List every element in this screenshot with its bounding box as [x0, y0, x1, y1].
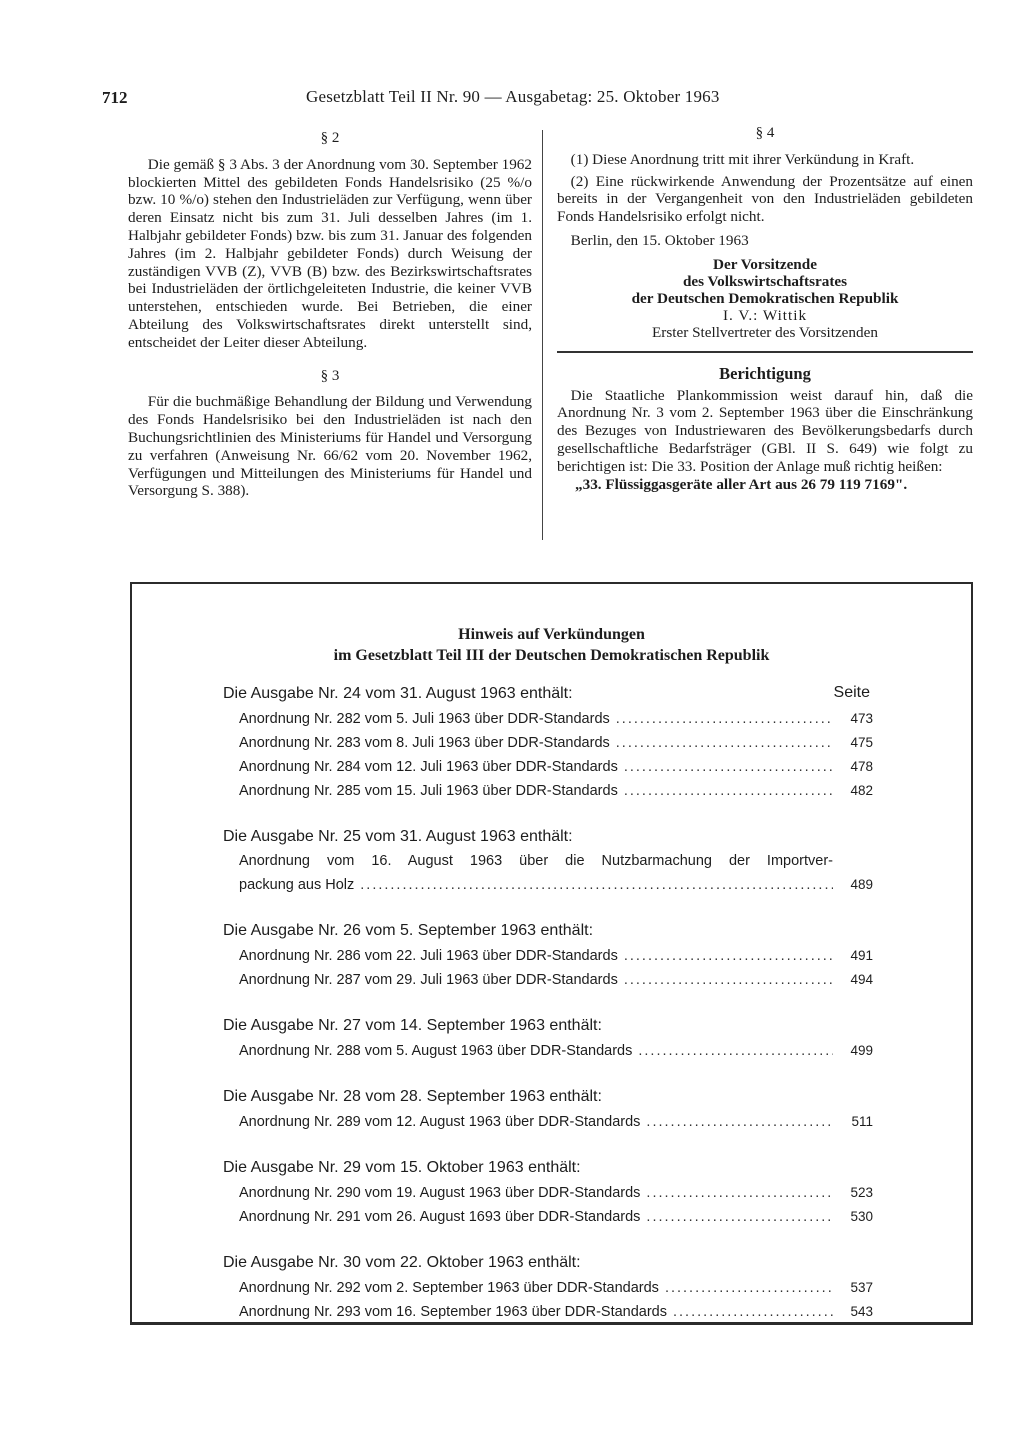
list-item-continuation [223, 873, 873, 897]
entry-text: Anordnung Nr. 285 vom 15. Juli 1963 über DDR-Standards [239, 783, 618, 799]
signature-line-2: des Volkswirtschaftsrates [682, 272, 848, 290]
issue-heading: Die Ausgabe Nr. 25 vom 31. August 1963 enthält: [223, 828, 573, 845]
issue-list [223, 684, 873, 1348]
list-item [223, 1181, 873, 1205]
box-title-2: im Gesetzblatt Teil III der Deutschen Demokratischen Republik [333, 647, 770, 664]
list-item [223, 1110, 873, 1134]
entry-text: Anordnung Nr. 290 vom 19. August 1963 über DDR-Standards [239, 1185, 641, 1201]
section-4-heading: § 4 [755, 125, 775, 141]
page-number: 712 [102, 88, 128, 107]
issue-heading: Die Ausgabe Nr. 28 vom 28. September 1963 enthält: [223, 1088, 602, 1105]
entry-text-line-1: Anordnung vom 16. August 1963 über die Nutzbarmachung der Importver- [239, 853, 833, 869]
list-item [223, 944, 873, 968]
entry-page: 530 [850, 1209, 873, 1224]
dot-leader [638, 1040, 833, 1063]
section-4-para-2: (2) Eine rückwirkende Anwendung der Prozentsätze auf einen bereits in der Vergangenheit von den Industrieläden gebildeten Fonds Handelsrisiko erfolgt nicht. [557, 172, 973, 226]
issue-heading: Die Ausgabe Nr. 26 vom 5. September 1963 enthält: [223, 922, 594, 939]
dot-leader [616, 732, 833, 755]
entry-text: Anordnung Nr. 287 vom 29. Juli 1963 über DDR-Standards [239, 972, 618, 988]
list-item [223, 1205, 873, 1229]
running-head: Gesetzblatt Teil II Nr. 90 — Ausgabetag: 25. Oktober 1963 [306, 87, 720, 106]
entry-page: 543 [850, 1304, 873, 1319]
entry-page: 491 [850, 948, 873, 963]
section-3-text: Für die buchmäßige Behandlung der Bildung und Verwendung des Fonds Handelsrisiko bei den Industrieläden ist nach den Buchungsrichtlinien des Ministeriums für Handel und Versorgung zu verfahren (Anweisung Nr. 66/62 vom 20. November 1962, Verfügungen und Mitteilungen des Ministeriums für Handel und Versorgung S. 388). [128, 393, 532, 500]
column-divider [542, 130, 543, 540]
issue-heading: Die Ausgabe Nr. 24 vom 31. August 1963 enthält: [223, 685, 573, 702]
entry-page: 499 [850, 1043, 873, 1058]
dot-leader [624, 756, 833, 779]
entry-page: 473 [850, 711, 873, 726]
signature-line-1: Der Vorsitzende [713, 255, 817, 273]
right-column [557, 125, 973, 493]
entry-text: Anordnung Nr. 283 vom 8. Juli 1963 über DDR-Standards [239, 735, 610, 751]
list-item [223, 707, 873, 731]
issue-24 [223, 684, 873, 803]
section-2-heading: § 2 [320, 130, 340, 146]
signature-line-3: der Deutschen Demokratischen Republik [631, 289, 899, 307]
box-title-1: Hinweis auf Verkündungen [458, 626, 645, 643]
issue-heading: Die Ausgabe Nr. 30 vom 22. Oktober 1963 enthält: [223, 1254, 581, 1271]
place-date: Berlin, den 15. Oktober 1963 [570, 231, 749, 249]
left-column [128, 130, 532, 500]
issue-30 [223, 1253, 873, 1324]
entry-page: 475 [850, 735, 873, 750]
issue-heading: Die Ausgabe Nr. 29 vom 15. Oktober 1963 enthält: [223, 1159, 581, 1176]
dot-leader [624, 780, 833, 803]
section-4-para-1: (1) Diese Anordnung tritt mit ihrer Verkündung in Kraft. [570, 150, 915, 168]
entry-page: 489 [850, 877, 873, 892]
correction-quote: „33. Flüssiggasgeräte aller Art aus 26 79 119 7169". [575, 475, 908, 493]
dot-leader [665, 1277, 833, 1300]
dot-leader [673, 1301, 833, 1324]
horizontal-rule [557, 351, 973, 353]
entry-page: 482 [850, 783, 873, 798]
list-item [223, 968, 873, 992]
entry-text: Anordnung Nr. 288 vom 5. August 1963 über DDR-Standards [239, 1043, 633, 1059]
list-item [223, 779, 873, 803]
dot-leader [646, 1182, 833, 1205]
list-item [223, 731, 873, 755]
dot-leader [616, 708, 833, 731]
seite-label: Seite [833, 684, 870, 701]
entry-text: Anordnung Nr. 286 vom 22. Juli 1963 über DDR-Standards [239, 948, 618, 964]
list-item [223, 1276, 873, 1300]
issue-29 [223, 1158, 873, 1229]
entry-page: 494 [850, 972, 873, 987]
correction-text: Die Staatliche Plankommission weist darauf hin, daß die Anordnung Nr. 3 vom 2. September 1963 über die Einschränkung des Bezuges von Industriewaren des Bevölkerungsbedarfs durch gesellschaftliche Bedarfsträger (GBl. II S. 649) wie folgt zu berichtigen ist: Die 33. Position der Anlage muß richtig heißen: [557, 386, 973, 475]
entry-text: Anordnung Nr. 293 vom 16. September 1963 über DDR-Standards [239, 1304, 667, 1320]
issue-27 [223, 1016, 873, 1063]
section-2-text: Die gemäß § 3 Abs. 3 der Anordnung vom 30. September 1962 blockierten Mittel des gebildeten Fonds Handelsrisiko (25 %/o bzw. 10 %/o) stehen den Industrieläden zur Verfügung, wenn über deren Einsatz nicht bis zum 31. Juli desselben Jahres (im 1. Halbjahr gebildeter Fonds) bzw. bis zum 31. Januar des folgenden Jahres (im 2. Halbjahr gebildeter Fonds) durch Weisung der zuständigen VVB (Z), VVB (B) bzw. des Bezirkswirtschaftsrates bei Industrieläden der örtlichgeleiteten Industrie, die keiner VVB unterstehen, entschieden wurde. Bei Betrieben, die einer Abteilung des Volkswirtschaftsrates direkt unterstellt sind, entscheidet der Leiter dieser Abteilung. [128, 155, 532, 351]
signature-line-4: I. V.: Wittik [722, 306, 808, 324]
issue-28 [223, 1087, 873, 1134]
list-item [223, 1039, 873, 1063]
signature-block [557, 256, 973, 341]
issue-heading: Die Ausgabe Nr. 27 vom 14. September 1963 enthält: [223, 1017, 602, 1034]
entry-page: 537 [850, 1280, 873, 1295]
issue-26 [223, 921, 873, 992]
entry-text: Anordnung Nr. 282 vom 5. Juli 1963 über DDR-Standards [239, 711, 610, 727]
entry-text: Anordnung Nr. 291 vom 26. August 1693 über DDR-Standards [239, 1209, 641, 1225]
issue-25 [223, 827, 873, 897]
section-3-heading: § 3 [320, 367, 340, 384]
dot-leader [624, 969, 833, 992]
dot-leader [624, 945, 833, 968]
entry-page: 478 [850, 759, 873, 774]
dot-leader [646, 1111, 833, 1134]
entry-text: Anordnung Nr. 289 vom 12. August 1963 über DDR-Standards [239, 1114, 641, 1130]
dot-leader [360, 874, 833, 897]
entry-page: 511 [851, 1114, 873, 1129]
entry-text: Anordnung Nr. 284 vom 12. Juli 1963 über DDR-Standards [239, 759, 618, 775]
dot-leader [646, 1206, 833, 1229]
list-item [223, 755, 873, 779]
signature-line-5: Erster Stellvertreter des Vorsitzenden [652, 323, 878, 341]
list-item [223, 1300, 873, 1324]
announcement-box [130, 582, 973, 1325]
entry-text: Anordnung Nr. 292 vom 2. September 1963 über DDR-Standards [239, 1280, 659, 1296]
entry-page: 523 [850, 1185, 873, 1200]
correction-heading: Berichtigung [719, 363, 811, 383]
entry-text-line-2: packung aus Holz [239, 877, 355, 893]
list-item [223, 850, 873, 873]
